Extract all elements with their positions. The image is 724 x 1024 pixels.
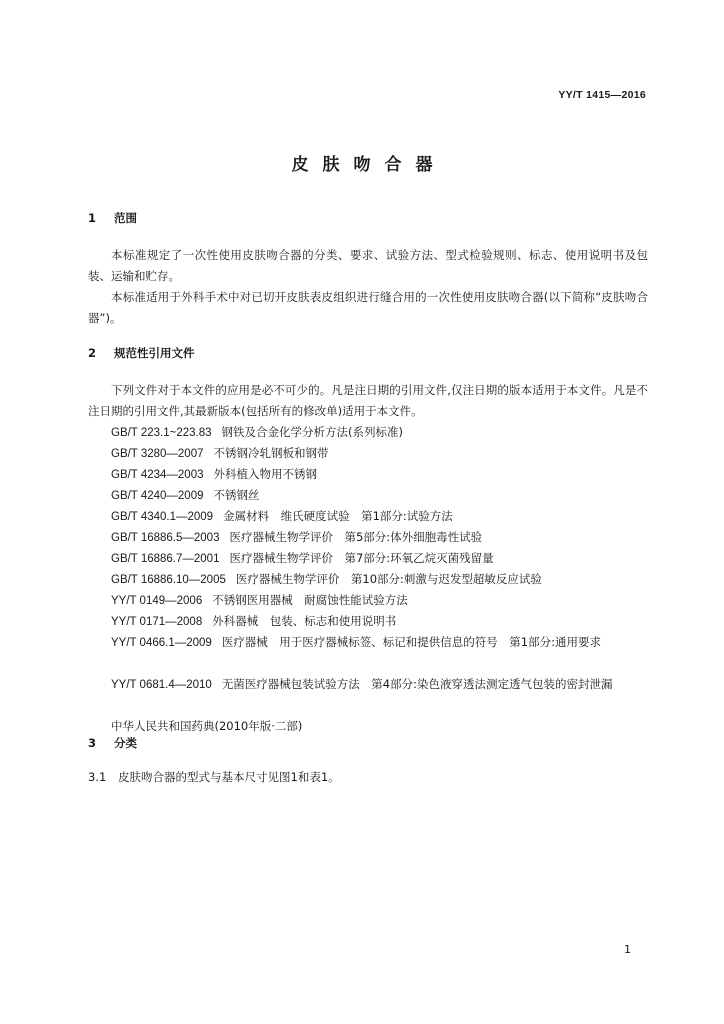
clause-3-1 <box>88 767 340 788</box>
reference-code: YY/T 0171—2008 <box>111 616 203 628</box>
reference-item <box>88 527 648 549</box>
reference-code: YY/T 0681.4—2010 <box>111 679 212 691</box>
scope-paragraph-1: 本标准规定了一次性使用皮肤吻合器的分类、要求、试验方法、型式检验规则、标志、使用说明书及包装、运输和贮存。 <box>88 248 648 283</box>
reference-item <box>88 716 648 737</box>
reference-code: GB/T 16886.10—2005 <box>111 574 226 586</box>
document-title: 皮肤吻合器 <box>291 155 447 175</box>
reference-title: 医疗器械生物学评价 第10部分:刺激与迟发型超敏反应试验 <box>235 572 542 586</box>
scope-paragraph-2: 本标准适用于外科手术中对已切开皮肤表皮组织进行缝合用的一次性使用皮肤吻合器(以下简称“皮肤吻合器”)。 <box>88 290 648 325</box>
reference-title: 医疗器械生物学评价 第7部分:环氧乙烷灭菌残留量 <box>229 551 494 565</box>
reference-code: GB/T 223.1~223.83 <box>111 427 212 439</box>
reference-title: 中华人民共和国药典(2010年版·二部) <box>111 719 303 733</box>
reference-title: 不锈钢丝 <box>213 488 260 502</box>
reference-title: 不锈钢冷轧钢板和钢带 <box>213 446 329 460</box>
section-number: 3 <box>88 736 97 750</box>
reference-code: GB/T 3280—2007 <box>111 448 204 460</box>
section-title: 分类 <box>114 736 138 750</box>
reference-title: 金属材料 维氏硬度试验 第1部分:试验方法 <box>223 509 453 523</box>
reference-title: 钢铁及合金化学分析方法(系列标准) <box>221 425 403 439</box>
reference-item <box>88 632 648 654</box>
section-heading-scope <box>88 210 137 226</box>
reference-item <box>88 422 648 444</box>
section-title: 规范性引用文件 <box>114 346 195 360</box>
section-heading-classification <box>88 735 137 751</box>
page-number: 1 <box>624 943 631 956</box>
reference-title: 医疗器械 用于医疗器械标签、标记和提供信息的符号 第1部分:通用要求 <box>221 635 601 649</box>
reference-title: 不锈钢医用器械 耐腐蚀性能试验方法 <box>212 593 408 607</box>
reference-code: YY/T 0466.1—2009 <box>111 637 212 649</box>
reference-code: YY/T 0149—2006 <box>111 595 203 607</box>
reference-item <box>88 569 648 591</box>
clause-number: 3.1 <box>88 770 107 784</box>
reference-title: 无菌医疗器械包装试验方法 第4部分:染色液穿透法测定透气包装的密封泄漏 <box>221 677 613 691</box>
section-number: 1 <box>88 211 97 225</box>
reference-item <box>88 611 648 633</box>
section-number: 2 <box>88 346 97 360</box>
reference-code: GB/T 4234—2003 <box>111 469 204 481</box>
reference-item <box>88 548 648 570</box>
reference-item <box>88 506 648 528</box>
reference-code: GB/T 4240—2009 <box>111 490 204 502</box>
reference-item <box>88 590 648 612</box>
section-title: 范围 <box>114 211 138 225</box>
references-intro: 下列文件对于本文件的应用是必不可少的。凡是注日期的引用文件,仅注日期的版本适用于本文件。凡是不注日期的引用文件,其最新版本(包括所有的修改单)适用于本文件。 <box>88 383 648 418</box>
reference-item <box>88 674 648 696</box>
reference-code: GB/T 16886.7—2001 <box>111 553 220 565</box>
reference-item <box>88 485 648 507</box>
reference-title: 医疗器械生物学评价 第5部分:体外细胞毒性试验 <box>229 530 483 544</box>
section-heading-normative-references <box>88 345 195 361</box>
reference-item <box>88 443 648 465</box>
standard-number: YY/T 1415—2016 <box>558 89 646 101</box>
reference-code: GB/T 16886.5—2003 <box>111 532 220 544</box>
reference-title: 外科器械 包装、标志和使用说明书 <box>212 614 397 628</box>
reference-code: GB/T 4340.1—2009 <box>111 511 214 523</box>
clause-text: 皮肤吻合器的型式与基本尺寸见图1和表1。 <box>118 770 340 784</box>
reference-item <box>88 464 648 486</box>
reference-title: 外科植入物用不锈钢 <box>213 467 317 481</box>
